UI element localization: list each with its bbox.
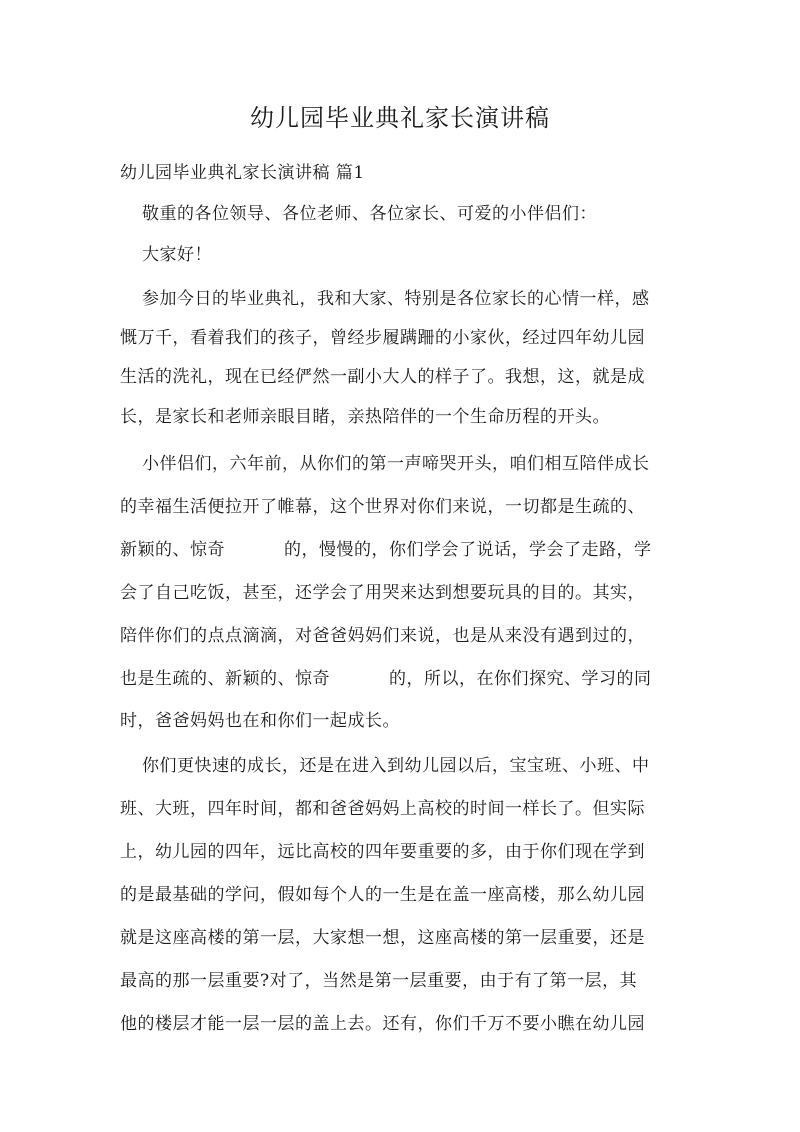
paragraph-line: 慨万千，看着我们的孩子，曾经步履蹒跚的小家伙，经过四年幼儿园 [120, 328, 645, 348]
paragraph-line: 新颖的、惊奇 的，慢慢的，你们学会了说话，学会了走路，学 [120, 540, 652, 560]
paragraph-line: 参加今日的毕业典礼，我和大家、特别是各位家长的心情一样，感 [142, 289, 650, 309]
paragraph-line: 的幸福生活便拉开了帷幕，这个世界对你们来说，一切都是生疏的、 [120, 497, 645, 517]
paragraph-line: 最高的那一层重要?对了，当然是第一层重要，由于有了第一层，其 [120, 971, 638, 991]
paragraph-line: 生活的洗礼，现在已经俨然一副小大人的样子了。我想，这，就是成 [120, 367, 645, 387]
paragraph-line: 你们更快速的成长，还是在进入到幼儿园以后，宝宝班、小班、中 [142, 756, 650, 776]
page-title: 幼儿园毕业典礼家长演讲稿 [250, 104, 550, 132]
paragraph-line: 陪伴你们的点点滴滴，对爸爸妈妈们来说，也是从来没有遇到过的， [120, 626, 645, 646]
paragraph-line: 也是生疏的、新颖的、惊奇 的，所以，在你们探究、学习的同 [120, 669, 652, 689]
paragraph-line: 小伴侣们，六年前，从你们的第一声啼哭开头，咱们相互陪伴成长 [142, 454, 650, 474]
paragraph-line: 班、大班，四年时间，都和爸爸妈妈上高校的时间一样长了。但实际 [120, 799, 645, 819]
paragraph-line: 时，爸爸妈妈也在和你们一起成长。 [120, 711, 400, 731]
paragraph-line: 就是这座高楼的第一层，大家想一想，这座高楼的第一层重要，还是 [120, 928, 645, 948]
subtitle: 幼儿园毕业典礼家长演讲稿 篇1 [120, 163, 365, 183]
paragraph-line: 上，幼儿园的四年，远比高校的四年要重要的多，由于你们现在学到 [120, 842, 645, 862]
paragraph-line: 的是最基础的学问，假如每个人的一生是在盖一座高楼，那么幼儿园 [120, 885, 645, 905]
paragraph-line: 长，是家长和老师亲眼目睹，亲热陪伴的一个生命历程的开头。 [120, 407, 610, 427]
paragraph-line: 他的楼层才能一层一层的盖上去。还有，你们千万不要小瞧在幼儿园 [120, 1014, 645, 1034]
paragraph-line: 会了自己吃饭，甚至，还学会了用哭来达到想要玩具的目的。其实， [120, 583, 645, 603]
greeting: 大家好！ [142, 245, 212, 265]
salutation: 敬重的各位领导、各位老师、各位家长、可爱的小伴侣们： [142, 204, 597, 224]
